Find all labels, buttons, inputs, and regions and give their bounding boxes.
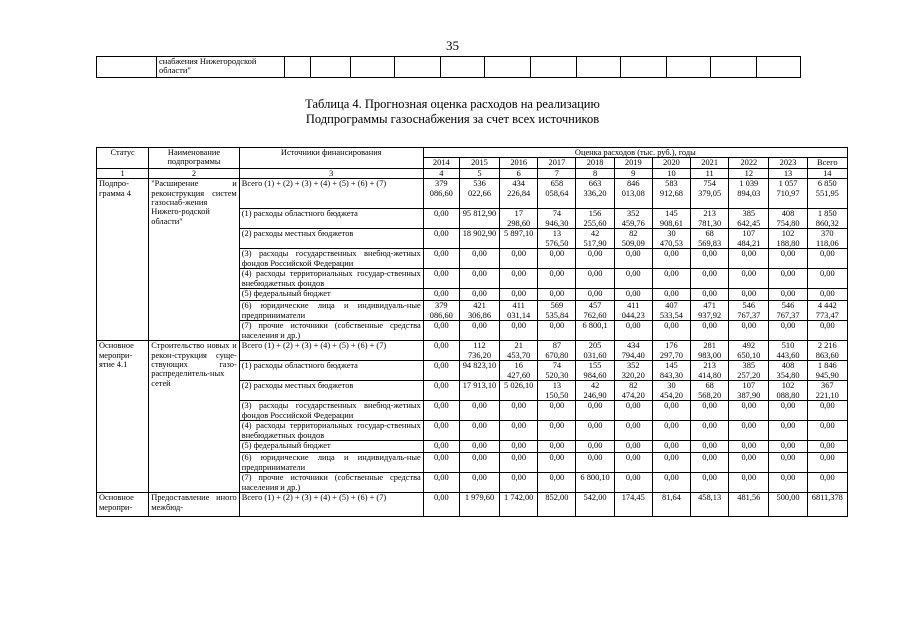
value-cell: 407 533,54 [652, 301, 690, 321]
header-year: 2022 [729, 158, 769, 168]
value-cell: 0,00 [538, 453, 576, 473]
value-cell: 16 427,60 [500, 361, 538, 381]
col-number: 5 [459, 168, 499, 178]
value-cell: 1 057 710,97 [769, 179, 807, 209]
source-cell: (3) расходы государственных внебюд-жетных фондов Российской Федерации [239, 249, 423, 269]
value-cell: 352 320,20 [614, 361, 652, 381]
value-cell: 411 031,14 [500, 301, 538, 321]
value-cell: 500,00 [769, 493, 807, 517]
value-cell: 17 913,10 [459, 381, 499, 401]
title-line-2: Подпрограммы газоснабжения за счет всех источников [305, 112, 600, 126]
value-cell: 0,00 [729, 401, 769, 421]
total-cell: 370 118,06 [807, 229, 847, 249]
total-cell: 4 442 773,47 [807, 301, 847, 321]
header-year: 2018 [576, 158, 614, 168]
header-year: 2019 [614, 158, 652, 168]
col-number: 10 [652, 168, 690, 178]
value-cell: 0,00 [614, 441, 652, 453]
value-cell: 87 670,80 [538, 341, 576, 361]
source-cell: (5) федеральный бюджет [239, 441, 423, 453]
value-cell: 0,00 [538, 321, 576, 341]
value-cell: 408 754,80 [769, 209, 807, 229]
value-cell: 42 246,90 [576, 381, 614, 401]
value-cell: 569 535,84 [538, 301, 576, 321]
table-row [97, 341, 848, 361]
value-cell: 68 569,83 [691, 229, 729, 249]
value-cell: 852,00 [538, 493, 576, 517]
value-cell: 0,00 [576, 453, 614, 473]
previous-table-fragment [96, 56, 801, 78]
value-cell: 95 812,90 [459, 209, 499, 229]
value-cell: 0,00 [423, 381, 459, 401]
value-cell: 30 470,53 [652, 229, 690, 249]
value-cell: 458,13 [691, 493, 729, 517]
source-cell: (7) прочие источники (собственные средства населения и др.) [239, 321, 423, 341]
header-year: 2023 [769, 158, 807, 168]
value-cell: 0,00 [614, 321, 652, 341]
value-cell: 0,00 [729, 473, 769, 493]
col-number: 7 [538, 168, 576, 178]
value-cell: 0,00 [652, 401, 690, 421]
value-cell: 0,00 [459, 249, 499, 269]
source-cell: (5) федеральный бюджет [239, 289, 423, 301]
value-cell: 81,64 [652, 493, 690, 517]
total-cell: 0,00 [807, 453, 847, 473]
value-cell: 1 039 894,03 [729, 179, 769, 209]
value-cell: 0,00 [500, 249, 538, 269]
value-cell: 82 474,20 [614, 381, 652, 401]
value-cell: 536 022,66 [459, 179, 499, 209]
total-cell: 0,00 [807, 249, 847, 269]
subprogram-name-cell: Строительство новых и рекон-струкция суще-ствующих газо-распределитель-ных сетей [149, 341, 239, 493]
value-cell: 0,00 [691, 249, 729, 269]
value-cell: 510 443,60 [769, 341, 807, 361]
header-year: 2020 [652, 158, 690, 168]
table-row [97, 179, 848, 209]
status-cell: Основное меропри-ятие 4.1 [97, 341, 149, 493]
col-number: 14 [807, 168, 847, 178]
total-cell: 0,00 [807, 421, 847, 441]
value-cell: 5 026,10 [500, 381, 538, 401]
prev-table-text: снабжения Нижегородской области" [157, 57, 285, 78]
value-cell: 0,00 [769, 453, 807, 473]
header-total: Всего [807, 158, 847, 168]
value-cell: 74 520,30 [538, 361, 576, 381]
value-cell: 0,00 [729, 269, 769, 289]
source-cell: (4) расходы территориальных государ-ственных внебюджетных фондов [239, 269, 423, 289]
value-cell: 0,00 [538, 401, 576, 421]
value-cell: 0,00 [423, 249, 459, 269]
header-name: Наименование подпрограммы [149, 148, 239, 169]
value-cell: 0,00 [691, 269, 729, 289]
value-cell: 0,00 [614, 401, 652, 421]
value-cell: 385 642,45 [729, 209, 769, 229]
value-cell: 0,00 [500, 401, 538, 421]
source-cell: Всего (1) + (2) + (3) + (4) + (5) + (6) + (7) [239, 179, 423, 209]
value-cell: 0,00 [652, 421, 690, 441]
value-cell: 411 044,23 [614, 301, 652, 321]
value-cell: 0,00 [423, 441, 459, 453]
total-cell: 6811,378 [807, 493, 847, 517]
total-cell: 0,00 [807, 441, 847, 453]
value-cell: 492 650,10 [729, 341, 769, 361]
header-status: Статус [97, 148, 149, 169]
value-cell: 0,00 [500, 453, 538, 473]
value-cell: 0,00 [614, 473, 652, 493]
value-cell: 0,00 [729, 321, 769, 341]
value-cell: 546 767,37 [769, 301, 807, 321]
value-cell: 0,00 [652, 269, 690, 289]
value-cell: 663 336,20 [576, 179, 614, 209]
value-cell: 6 800,1 [576, 321, 614, 341]
col-number: 4 [423, 168, 459, 178]
value-cell: 0,00 [423, 493, 459, 517]
value-cell: 457 762,60 [576, 301, 614, 321]
value-cell: 145 908,61 [652, 209, 690, 229]
value-cell: 0,00 [538, 473, 576, 493]
value-cell: 0,00 [423, 209, 459, 229]
value-cell: 846 013,08 [614, 179, 652, 209]
total-cell: 1 846 945,90 [807, 361, 847, 381]
value-cell: 0,00 [538, 269, 576, 289]
source-cell: (4) расходы территориальных государ-ственных внебюджетных фондов [239, 421, 423, 441]
value-cell: 102 188,80 [769, 229, 807, 249]
value-cell: 5 897,10 [500, 229, 538, 249]
col-number: 8 [576, 168, 614, 178]
value-cell: 0,00 [652, 321, 690, 341]
value-cell: 0,00 [691, 453, 729, 473]
value-cell: 408 354,80 [769, 361, 807, 381]
value-cell: 0,00 [500, 421, 538, 441]
value-cell: 0,00 [576, 401, 614, 421]
value-cell: 0,00 [729, 421, 769, 441]
value-cell: 0,00 [423, 289, 459, 301]
source-cell: (1) расходы областного бюджета [239, 361, 423, 381]
value-cell: 0,00 [423, 401, 459, 421]
value-cell: 0,00 [614, 421, 652, 441]
value-cell: 0,00 [538, 289, 576, 301]
total-cell: 1 850 860,32 [807, 209, 847, 229]
value-cell: 0,00 [691, 321, 729, 341]
total-cell: 2 216 863,60 [807, 341, 847, 361]
value-cell: 213 781,30 [691, 209, 729, 229]
source-cell: (1) расходы областного бюджета [239, 209, 423, 229]
value-cell: 754 379,05 [691, 179, 729, 209]
value-cell: 0,00 [423, 341, 459, 361]
value-cell: 0,00 [538, 441, 576, 453]
value-cell: 0,00 [500, 473, 538, 493]
value-cell: 0,00 [769, 269, 807, 289]
table-row [97, 493, 848, 517]
value-cell: 0,00 [769, 321, 807, 341]
value-cell: 0,00 [576, 269, 614, 289]
value-cell: 281 983,00 [691, 341, 729, 361]
value-cell: 13 576,50 [538, 229, 576, 249]
value-cell: 0,00 [729, 441, 769, 453]
value-cell: 0,00 [423, 473, 459, 493]
value-cell: 0,00 [459, 441, 499, 453]
col-number: 6 [500, 168, 538, 178]
value-cell: 0,00 [459, 289, 499, 301]
value-cell: 546 767,37 [729, 301, 769, 321]
total-cell: 0,00 [807, 321, 847, 341]
value-cell: 0,00 [691, 421, 729, 441]
value-cell: 0,00 [500, 441, 538, 453]
col-number: 9 [614, 168, 652, 178]
value-cell: 68 568,20 [691, 381, 729, 401]
header-year: 2016 [500, 158, 538, 168]
value-cell: 0,00 [423, 321, 459, 341]
value-cell: 421 306,86 [459, 301, 499, 321]
value-cell: 0,00 [576, 249, 614, 269]
col-number: 11 [691, 168, 729, 178]
value-cell: 0,00 [538, 249, 576, 269]
source-cell: (6) юридические лица и индивидуаль-ные предприниматели [239, 301, 423, 321]
value-cell: 0,00 [769, 473, 807, 493]
header-sources: Источники финансирования [239, 148, 423, 169]
value-cell: 17 298,60 [500, 209, 538, 229]
value-cell: 0,00 [423, 361, 459, 381]
title-line-1: Таблица 4. Прогнозная оценка расходов на реализацию [305, 97, 600, 111]
value-cell: 481,56 [729, 493, 769, 517]
value-cell: 155 984,60 [576, 361, 614, 381]
value-cell: 205 031,60 [576, 341, 614, 361]
value-cell: 6 800,10 [576, 473, 614, 493]
value-cell: 0,00 [652, 453, 690, 473]
subprogram-name-cell: "Расширение и реконструкция систем газоснаб-жения Нижего-родской области" [149, 179, 239, 341]
value-cell: 18 902,90 [459, 229, 499, 249]
value-cell: 1 979,60 [459, 493, 499, 517]
total-cell: 0,00 [807, 401, 847, 421]
value-cell: 0,00 [538, 421, 576, 441]
total-cell: 367 221,10 [807, 381, 847, 401]
value-cell: 0,00 [576, 289, 614, 301]
total-cell: 0,00 [807, 473, 847, 493]
source-cell: (2) расходы местных бюджетов [239, 381, 423, 401]
value-cell: 0,00 [500, 321, 538, 341]
value-cell: 583 912,68 [652, 179, 690, 209]
value-cell: 82 509,09 [614, 229, 652, 249]
value-cell: 0,00 [691, 473, 729, 493]
value-cell: 0,00 [423, 453, 459, 473]
value-cell: 0,00 [459, 473, 499, 493]
value-cell: 0,00 [500, 289, 538, 301]
header-year: 2021 [691, 158, 729, 168]
value-cell: 0,00 [576, 441, 614, 453]
page-number: 35 [446, 38, 459, 53]
status-cell: Подпро-грамма 4 [97, 179, 149, 341]
value-cell: 0,00 [652, 473, 690, 493]
source-cell: Всего (1) + (2) + (3) + (4) + (5) + (6) + (7) [239, 493, 423, 517]
value-cell: 0,00 [691, 401, 729, 421]
value-cell: 0,00 [729, 453, 769, 473]
value-cell: 0,00 [500, 269, 538, 289]
value-cell: 13 150,50 [538, 381, 576, 401]
status-cell: Основное меропри- [97, 493, 149, 517]
source-cell: (6) юридические лица и индивидуаль-ные предприниматели [239, 453, 423, 473]
value-cell: 0,00 [459, 401, 499, 421]
value-cell: 0,00 [614, 249, 652, 269]
value-cell: 0,00 [729, 249, 769, 269]
header-year: 2015 [459, 158, 499, 168]
value-cell: 0,00 [459, 421, 499, 441]
value-cell: 0,00 [614, 453, 652, 473]
value-cell: 0,00 [691, 441, 729, 453]
value-cell: 352 459,76 [614, 209, 652, 229]
expense-table [96, 147, 848, 517]
value-cell: 0,00 [459, 269, 499, 289]
total-cell: 6 850 551,95 [807, 179, 847, 209]
value-cell: 434 794,40 [614, 341, 652, 361]
value-cell: 379 086,60 [423, 179, 459, 209]
value-cell: 0,00 [614, 269, 652, 289]
source-cell: (3) расходы государственных внебюд-жетных фондов Российской Федерации [239, 401, 423, 421]
value-cell: 0,00 [769, 421, 807, 441]
value-cell: 0,00 [423, 421, 459, 441]
value-cell: 0,00 [459, 321, 499, 341]
table-title [0, 97, 905, 127]
value-cell: 0,00 [576, 421, 614, 441]
value-cell: 145 843,30 [652, 361, 690, 381]
source-cell: (2) расходы местных бюджетов [239, 229, 423, 249]
value-cell: 471 937,92 [691, 301, 729, 321]
source-cell: Всего (1) + (2) + (3) + (4) + (5) + (6) + (7) [239, 341, 423, 361]
value-cell: 174,45 [614, 493, 652, 517]
col-number: 3 [239, 168, 423, 178]
value-cell: 0,00 [691, 289, 729, 301]
value-cell: 658 058,64 [538, 179, 576, 209]
value-cell: 94 823,10 [459, 361, 499, 381]
table-body [97, 179, 848, 517]
value-cell: 156 255,60 [576, 209, 614, 229]
value-cell: 379 086,60 [423, 301, 459, 321]
header-year: 2017 [538, 158, 576, 168]
value-cell: 0,00 [423, 229, 459, 249]
value-cell: 0,00 [769, 441, 807, 453]
total-cell: 0,00 [807, 269, 847, 289]
value-cell: 176 297,70 [652, 341, 690, 361]
value-cell: 0,00 [652, 289, 690, 301]
total-cell: 0,00 [807, 289, 847, 301]
value-cell: 0,00 [652, 441, 690, 453]
value-cell: 434 226,84 [500, 179, 538, 209]
value-cell: 112 736,20 [459, 341, 499, 361]
value-cell: 74 946,30 [538, 209, 576, 229]
value-cell: 0,00 [652, 249, 690, 269]
value-cell: 42 517,90 [576, 229, 614, 249]
value-cell: 0,00 [459, 453, 499, 473]
col-number: 12 [729, 168, 769, 178]
value-cell: 542,00 [576, 493, 614, 517]
source-cell: (7) прочие источники (собственные средства населения и др.) [239, 473, 423, 493]
value-cell: 0,00 [769, 401, 807, 421]
subprogram-name-cell: Предоставление иного межбюд- [149, 493, 239, 517]
value-cell: 0,00 [769, 249, 807, 269]
value-cell: 102 088,80 [769, 381, 807, 401]
header-year: 2014 [423, 158, 459, 168]
col-number: 2 [149, 168, 239, 178]
value-cell: 0,00 [614, 289, 652, 301]
header-estimate: Оценка расходов (тыс. руб.), годы [423, 148, 847, 158]
value-cell: 107 387,90 [729, 381, 769, 401]
value-cell: 30 454,20 [652, 381, 690, 401]
value-cell: 0,00 [729, 289, 769, 301]
value-cell: 213 414,80 [691, 361, 729, 381]
col-number: 13 [769, 168, 807, 178]
col-number: 1 [97, 168, 149, 178]
value-cell: 1 742,00 [500, 493, 538, 517]
value-cell: 0,00 [769, 289, 807, 301]
value-cell: 107 484,21 [729, 229, 769, 249]
value-cell: 0,00 [423, 269, 459, 289]
value-cell: 21 453,70 [500, 341, 538, 361]
value-cell: 385 257,20 [729, 361, 769, 381]
